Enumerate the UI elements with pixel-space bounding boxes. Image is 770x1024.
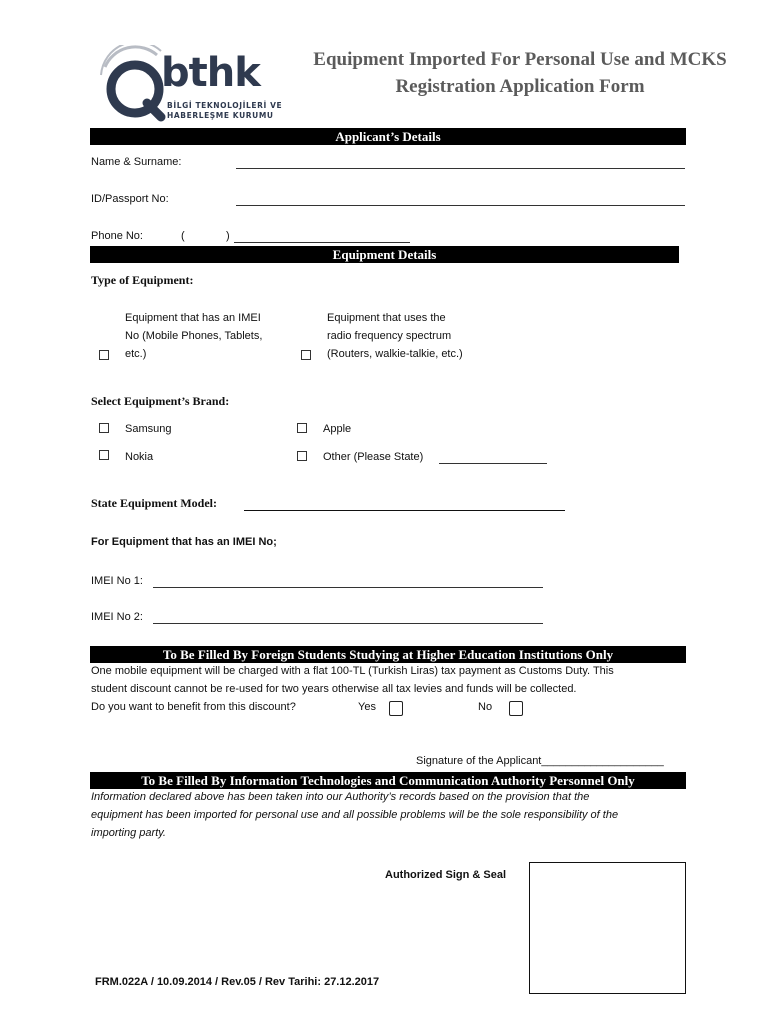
- name-label: Name & Surname:: [91, 156, 182, 168]
- type-imei-text-1: Equipment that has an IMEI: [125, 312, 261, 324]
- id-field[interactable]: [236, 205, 685, 206]
- authority-text-3: importing party.: [91, 827, 166, 839]
- logo-wordmark: bthk: [161, 50, 260, 96]
- authority-text-2: equipment has been imported for personal use and all possible problems will be the sole responsibility of the: [91, 809, 619, 821]
- type-of-equipment-label: Type of Equipment:: [91, 273, 194, 287]
- type-imei-text-3: etc.): [125, 348, 147, 360]
- discount-no-checkbox[interactable]: [509, 701, 523, 716]
- discount-question: Do you want to benefit from this discount?: [91, 701, 296, 713]
- id-label: ID/Passport No:: [91, 193, 169, 205]
- form-title-line2: Registration Application Form: [395, 76, 645, 97]
- form-title-line1: Equipment Imported For Personal Use and MCKS: [313, 49, 727, 70]
- imei2-label: IMEI No 2:: [91, 611, 143, 623]
- logo: [95, 45, 285, 135]
- phone-open-paren: (: [181, 230, 185, 242]
- type-imei-checkbox[interactable]: [99, 350, 109, 360]
- equipment-details-header: Equipment Details: [90, 246, 679, 263]
- type-radio-text-1: Equipment that uses the: [327, 312, 446, 324]
- type-radio-text-2: radio frequency spectrum: [327, 330, 452, 342]
- students-text-2: student discount cannot be re-used for two years otherwise all tax levies and funds will be collected.: [91, 683, 577, 695]
- brand-apple-label: Apple: [323, 423, 352, 435]
- students-text-1: One mobile equipment will be charged with a flat 100-TL (Turkish Liras) tax payment as Customs Duty. This: [91, 665, 614, 677]
- brand-apple-checkbox[interactable]: [297, 423, 307, 433]
- imei1-field[interactable]: [153, 587, 543, 588]
- brand-nokia-label: Nokia: [125, 451, 154, 463]
- phone-field[interactable]: [234, 242, 410, 243]
- applicant-details-header: Applicant’s Details: [90, 128, 686, 145]
- imei2-field[interactable]: [153, 623, 543, 624]
- brand-nokia-checkbox[interactable]: [99, 450, 109, 460]
- applicant-signature: Signature of the Applicant____________________: [416, 755, 664, 767]
- brand-other-field[interactable]: [439, 463, 547, 464]
- students-header: To Be Filled By Foreign Students Studying at Higher Education Institutions Only: [90, 646, 686, 663]
- type-imei-text-2: No (Mobile Phones, Tablets,: [125, 330, 263, 342]
- imei1-label: IMEI No 1:: [91, 575, 143, 587]
- brand-other-label: Other (Please State): [323, 451, 424, 463]
- seal-box[interactable]: [529, 862, 686, 994]
- brand-samsung-checkbox[interactable]: [99, 423, 109, 433]
- type-radio-text-3: (Routers, walkie-talkie, etc.): [327, 348, 463, 360]
- brand-samsung-label: Samsung: [125, 423, 172, 435]
- type-radio-checkbox[interactable]: [301, 350, 311, 360]
- model-label: State Equipment Model:: [91, 496, 217, 510]
- phone-close-paren: ): [226, 230, 230, 242]
- model-field[interactable]: [244, 510, 565, 511]
- select-brand-label: Select Equipment’s Brand:: [91, 394, 230, 408]
- logo-subtitle-1: BİLGİ TEKNOLOJİLERİ VE: [167, 101, 283, 110]
- discount-no-label: No: [478, 701, 493, 713]
- phone-label: Phone No:: [91, 230, 143, 242]
- form-code-footer: FRM.022A / 10.09.2014 / Rev.05 / Rev Tarihi: 27.12.2017: [95, 976, 380, 988]
- name-field[interactable]: [236, 168, 685, 169]
- brand-other-checkbox[interactable]: [297, 451, 307, 461]
- discount-yes-label: Yes: [358, 701, 376, 713]
- sign-seal-label: Authorized Sign & Seal: [385, 869, 507, 881]
- discount-yes-checkbox[interactable]: [389, 701, 403, 716]
- authority-header: To Be Filled By Information Technologies and Communication Authority Personnel Only: [90, 772, 686, 789]
- logo-subtitle-2: HABERLEŞME KURUMU: [167, 111, 274, 120]
- authority-text-1: Information declared above has been taken into our Authority’s records based on the provision that the: [91, 791, 590, 803]
- imei-heading: For Equipment that has an IMEI No;: [91, 536, 277, 548]
